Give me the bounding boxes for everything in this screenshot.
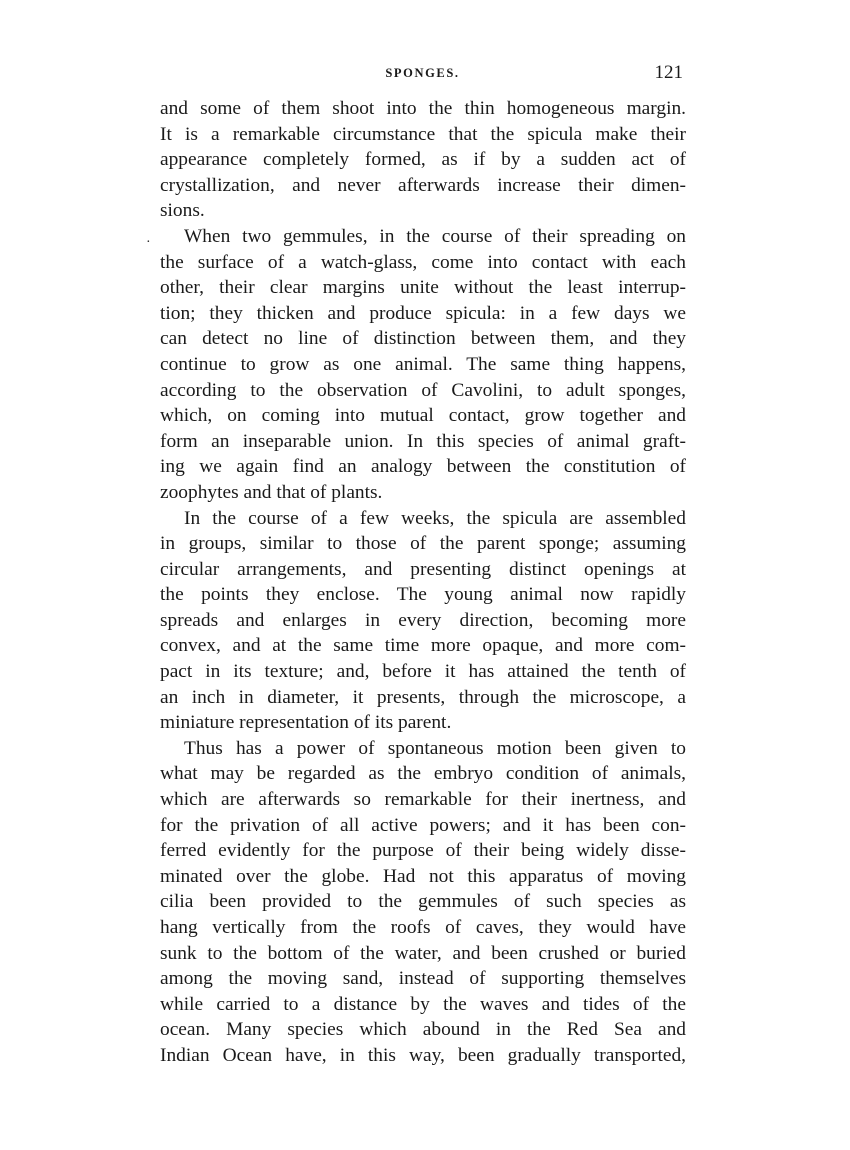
text-line: ocean. Many species which abound in the Red Sea and	[160, 1019, 686, 1041]
text-line: the points they enclose. The young animal now rapidly	[160, 584, 686, 606]
text-line: can detect no line of distinction between them, and they	[160, 328, 686, 350]
text-line: When two gemmules, in the course of their spreading on	[184, 225, 686, 247]
text-line: appearance completely formed, as if by a sudden act of	[160, 149, 686, 171]
text-line: ing we again find an analogy between the constitution of	[160, 456, 686, 478]
text-line: tion; they thicken and produce spicula: in a few days we	[160, 302, 686, 324]
text-line: among the moving sand, instead of supporting themselves	[160, 968, 686, 990]
text-line: crystallization, and never afterwards increase their dimen-	[160, 174, 686, 196]
text-line: pact in its texture; and, before it has attained the tenth of	[160, 661, 686, 683]
text-line: according to the observation of Cavolini, to adult sponges,	[160, 379, 686, 401]
text-line: miniature representation of its parent.	[160, 712, 452, 734]
text-line: sions.	[160, 200, 205, 222]
text-line: ferred evidently for the purpose of their being widely disse-	[160, 840, 686, 862]
running-head	[160, 62, 685, 84]
text-line: sunk to the bottom of the water, and been crushed or buried	[160, 942, 686, 964]
text-line: while carried to a distance by the waves and tides of the	[160, 993, 686, 1015]
text-line: the surface of a watch-glass, come into contact with each	[160, 251, 686, 273]
text-line: what may be regarded as the embryo condition of animals,	[160, 763, 686, 785]
text-line: spreads and enlarges in every direction, becoming more	[160, 609, 686, 631]
text-line: It is a remarkable circumstance that the spicula make their	[160, 123, 686, 145]
text-line: convex, and at the same time more opaque, and more com-	[160, 635, 686, 657]
text-line: for the privation of all active powers; and it has been con-	[160, 814, 686, 836]
page-number: 121	[654, 62, 683, 83]
text-line: an inch in diameter, it presents, through the microscope, a	[160, 686, 686, 708]
text-line: in groups, similar to those of the parent sponge; assuming	[160, 533, 686, 555]
text-line: circular arrangements, and presenting distinct openings at	[160, 558, 686, 580]
text-line: zoophytes and that of plants.	[160, 481, 383, 503]
text-line: Thus has a power of spontaneous motion been given to	[184, 737, 686, 759]
text-line: which, on coming into mutual contact, grow together and	[160, 405, 686, 427]
margin-mark: ·	[146, 235, 151, 250]
text-line: Indian Ocean have, in this way, been gradually transported,	[160, 1044, 686, 1066]
body-text	[160, 96, 686, 1069]
text-line: other, their clear margins unite without the least interrup-	[160, 277, 686, 299]
text-line: form an inseparable union. In this species of animal graft-	[160, 430, 686, 452]
text-line: In the course of a few weeks, the spicula are assembled	[184, 507, 686, 529]
text-line: and some of them shoot into the thin homogeneous margin.	[160, 98, 686, 119]
text-line: hang vertically from the roofs of caves, they would have	[160, 917, 686, 938]
text-line: continue to grow as one animal. The same thing happens,	[160, 353, 686, 375]
text-line: minated over the globe. Had not this apparatus of moving	[160, 865, 686, 887]
text-line: which are afterwards so remarkable for their inertness, and	[160, 789, 686, 811]
text-line: cilia been provided to the gemmules of such species as	[160, 891, 686, 913]
running-title: SPONGES.	[385, 66, 460, 80]
